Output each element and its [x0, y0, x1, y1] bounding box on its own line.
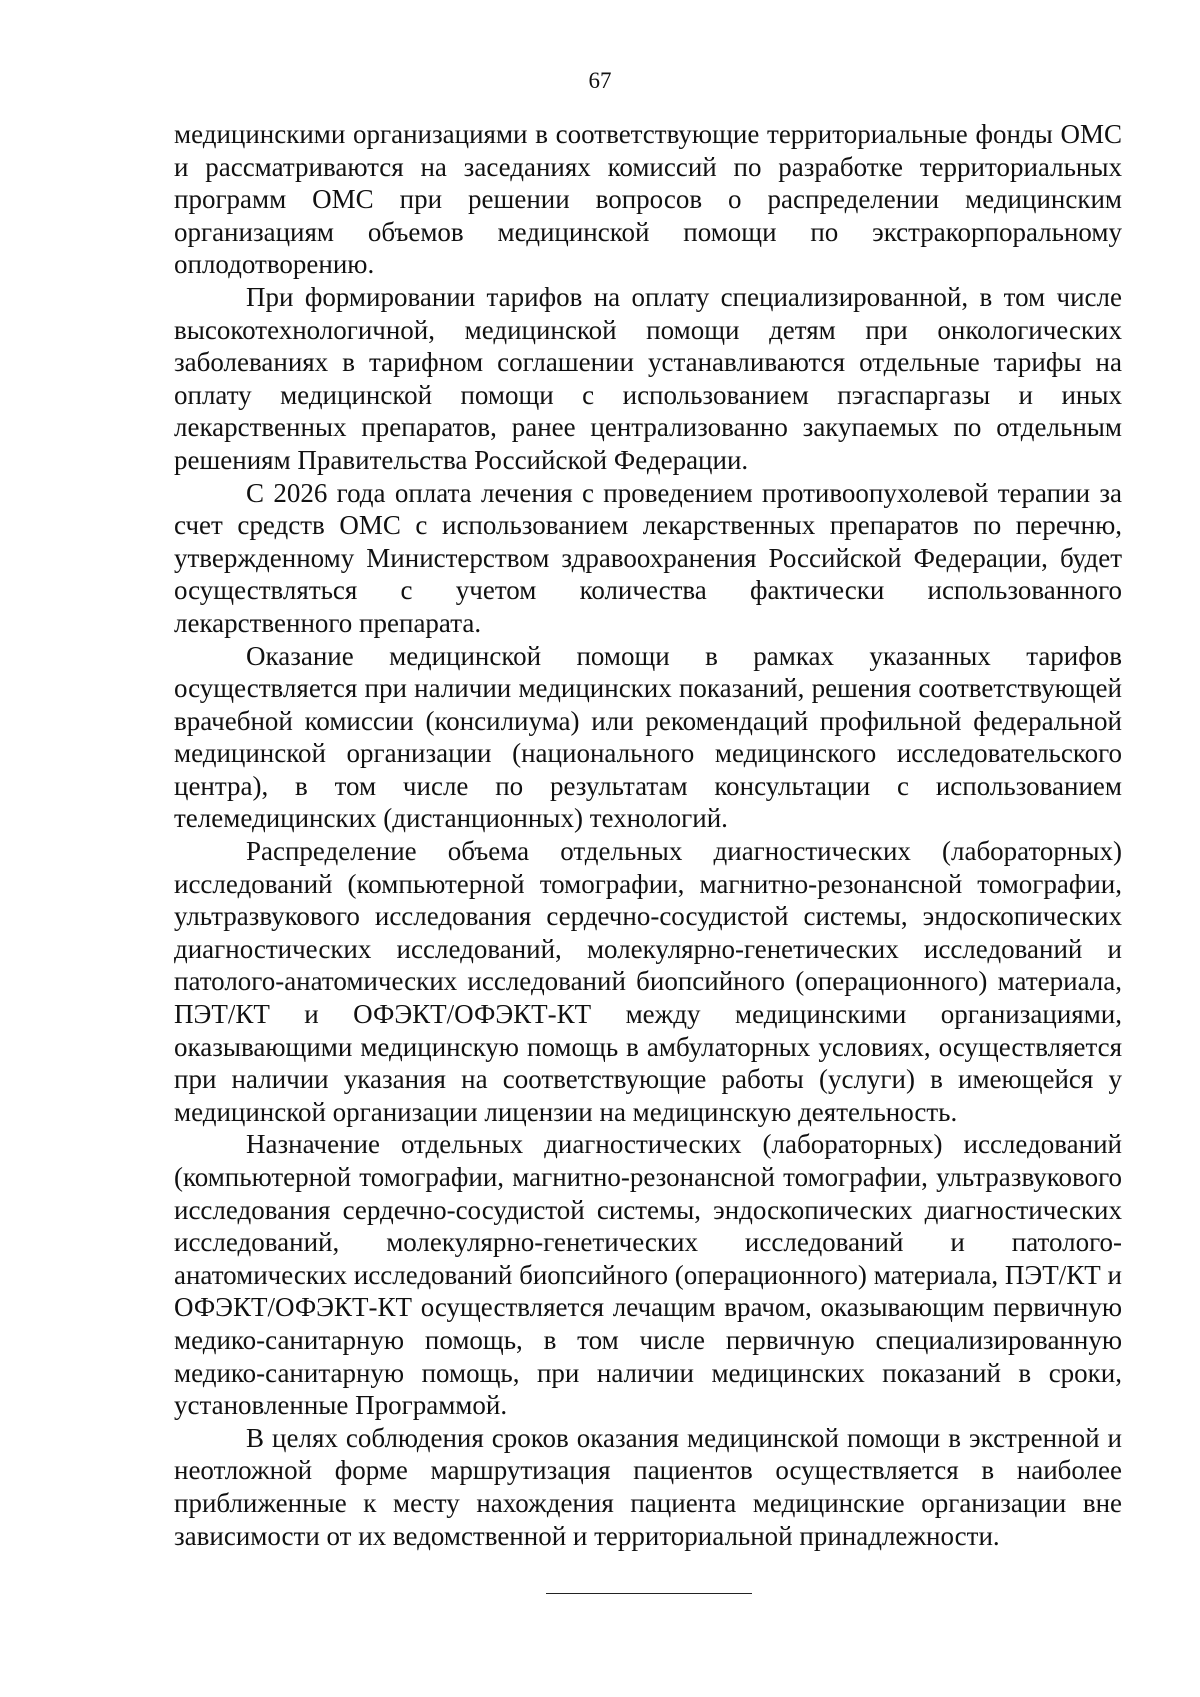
document-body	[174, 118, 1122, 1552]
end-separator-line	[546, 1593, 752, 1594]
paragraph-continuation: медицинскими организациями в соответствующие территориальные фонды ОМС и рассматриваются на заседаниях комиссий по разработке территориальных программ ОМС при решении вопросов о распределении медицинским организациям объемов медицинской помощи по экстракорпоральному оплодотворению.	[174, 119, 1122, 280]
paragraph-diagnostic-volume-distribution: Распределение объема отдельных диагностических (лабораторных) исследований (компьютерной томографии, магнитно-резонансной томографии, ультразвукового исследования сердечно-сосудистой системы, эндоскопических диагностических исследований, молекулярно-генетических исследований и патолого-анатомических исследований биопсийного (операционного) материала, ПЭТ/КТ и ОФЭКТ/ОФЭКТ-КТ между медицинскими организациями, оказывающими медицинскую помощь в амбулаторных условиях, осуществляется при наличии указания на соответствующие работы (услуги) в имеющейся у медицинской организации лицензии на медицинскую деятельность.	[174, 836, 1122, 1127]
paragraph-diagnostic-assignment: Назначение отдельных диагностических (лабораторных) исследований (компьютерной томографии, магнитно-резонансной томографии, ультразвукового исследования сердечно-сосудистой системы, эндоскопических диагностических исследований, молекулярно-генетических исследований и патолого-анатомических исследований биопсийного (операционного) материала, ПЭТ/КТ и ОФЭКТ/ОФЭКТ-КТ осуществляется лечащим врачом, оказывающим первичную медико-санитарную помощь, в том числе первичную специализированную медико-санитарную помощь, при наличии медицинских показаний в сроки, установленные Программой.	[174, 1129, 1122, 1421]
paragraph-medical-indications: Оказание медицинской помощи в рамках указанных тарифов осуществляется при наличии медицинских показаний, решения соответствующей врачебной комиссии (консилиума) или рекомендаций профильной федеральной медицинской организации (национального медицинского исследовательского центра), в том числе по результатам консультации с использованием телемедицинских (дистанционных) технологий.	[174, 640, 1122, 834]
paragraph-tariffs-children-oncology: При формировании тарифов на оплату специализированной, в том числе высокотехнологичной, медицинской помощи детям при онкологических заболеваниях в тарифном соглашении устанавливаются отдельные тарифы на оплату медицинской помощи с использованием пэгаспаргазы и иных лекарственных препаратов, ранее централизованно закупаемых по отдельным решениям Правительства Российской Федерации.	[174, 281, 1122, 475]
page-number: 67	[588, 68, 612, 93]
paragraph-patient-routing: В целях соблюдения сроков оказания медицинской помощи в экстренной и неотложной форме маршрутизация пациентов осуществляется в наиболее приближенные к месту нахождения пациента медицинские организации вне зависимости от их ведомственной и территориальной принадлежности.	[174, 1422, 1122, 1551]
paragraph-antitumor-therapy-2026: С 2026 года оплата лечения с проведением противоопухолевой терапии за счет средств ОМС с использованием лекарственных препаратов по перечню, утвержденному Министерством здравоохранения Российской Федерации, будет осуществляться с учетом количества фактически использованного лекарственного препарата.	[174, 477, 1122, 638]
